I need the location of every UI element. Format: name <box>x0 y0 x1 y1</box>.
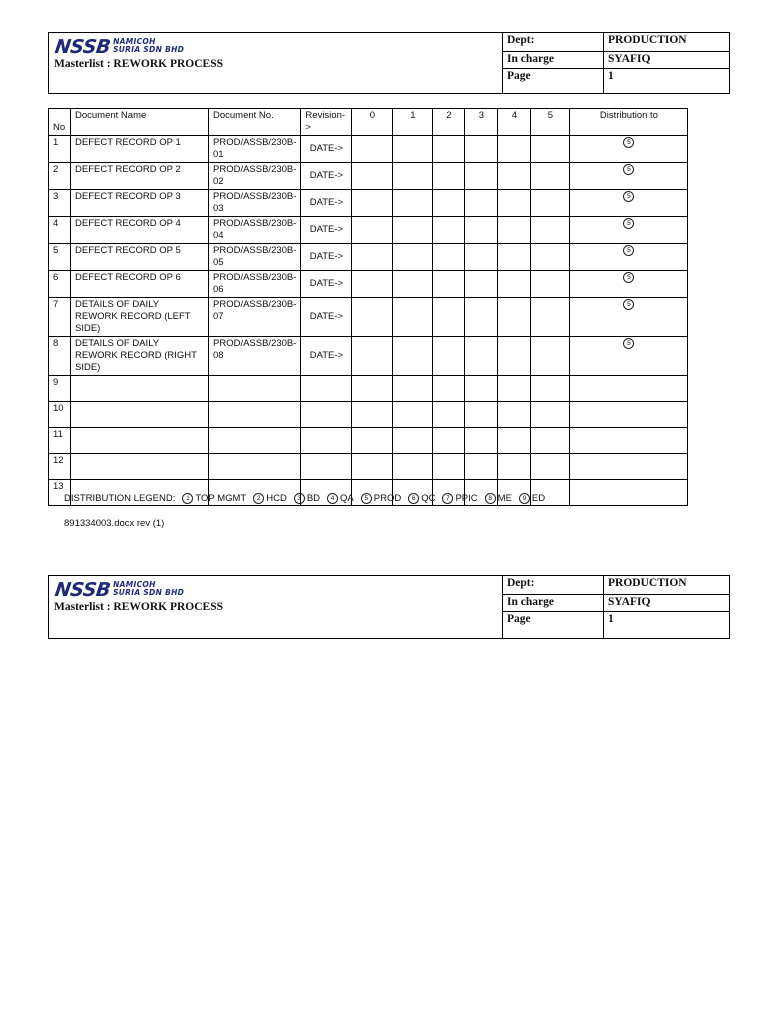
document-header <box>48 32 730 94</box>
revision-cell-0 <box>352 337 393 376</box>
table-row <box>49 217 688 244</box>
table-row <box>49 136 688 163</box>
legend-number-icon: 1 <box>182 493 193 504</box>
distribution-legend <box>64 493 545 504</box>
legend-item <box>361 493 401 504</box>
table-row <box>49 190 688 217</box>
table-row <box>49 163 688 190</box>
revision-cell-2 <box>433 244 465 271</box>
revision-cell-5 <box>531 217 570 244</box>
dept-value: PRODUCTION <box>604 33 730 51</box>
header-left <box>49 576 503 638</box>
document-name: DEFECT RECORD OP 2 <box>71 163 209 190</box>
row-number: 12 <box>49 454 71 480</box>
legend-item <box>442 493 477 504</box>
col-header-revision: Revision-> <box>301 109 352 136</box>
revision-cell-3 <box>465 337 498 376</box>
revision-cell-1 <box>393 376 433 402</box>
table-row <box>49 454 688 480</box>
row-number: 4 <box>49 217 71 244</box>
revision-cell-5 <box>531 298 570 337</box>
legend-number-icon: 5 <box>361 493 372 504</box>
legend-item-label: PROD <box>373 493 402 504</box>
col-header-rev-4: 4 <box>498 109 531 136</box>
table-row <box>49 271 688 298</box>
distribution-cell <box>570 244 688 271</box>
col-header-rev-3: 3 <box>465 109 498 136</box>
legend-number-icon: 3 <box>294 493 305 504</box>
row-number: 3 <box>49 190 71 217</box>
revision-cell-1 <box>393 244 433 271</box>
legend-number-icon: 9 <box>519 493 530 504</box>
revision-cell-0 <box>352 376 393 402</box>
revision-cell-4 <box>498 402 531 428</box>
revision-cell-4 <box>498 271 531 298</box>
document-name: DEFECT RECORD OP 5 <box>71 244 209 271</box>
revision-cell-2 <box>433 163 465 190</box>
dept-label: Dept: <box>503 33 604 51</box>
masterlist-title: Masterlist : REWORK PROCESS <box>54 601 223 613</box>
legend-label: DISTRIBUTION LEGEND: <box>64 493 176 504</box>
row-number: 11 <box>49 428 71 454</box>
revision-cell-4 <box>498 298 531 337</box>
revision-cell-3 <box>465 298 498 337</box>
revision-label: DATE-> <box>301 271 352 298</box>
revision-cell-3 <box>465 402 498 428</box>
document-number: PROD/ASSB/230B-05 <box>209 244 301 271</box>
page-label: Page <box>503 68 604 93</box>
revision-cell-0 <box>352 217 393 244</box>
legend-item-label: ED <box>531 493 546 504</box>
distribution-cell <box>570 428 688 454</box>
distribution-cell <box>570 402 688 428</box>
revision-cell-0 <box>352 163 393 190</box>
revision-cell-1 <box>393 337 433 376</box>
legend-item <box>294 493 320 504</box>
revision-cell-5 <box>531 190 570 217</box>
legend-item <box>327 493 354 504</box>
revision-cell-3 <box>465 376 498 402</box>
company-logo <box>55 38 184 56</box>
document-number: PROD/ASSB/230B-04 <box>209 217 301 244</box>
revision-cell-1 <box>393 454 433 480</box>
distribution-code-icon: 5 <box>623 299 634 310</box>
table-row <box>49 402 688 428</box>
document-name: DEFECT RECORD OP 4 <box>71 217 209 244</box>
distribution-cell <box>570 454 688 480</box>
header-info-table <box>503 576 729 638</box>
document-number <box>209 402 301 428</box>
distribution-code-icon: 5 <box>623 191 634 202</box>
revision-cell-4 <box>498 217 531 244</box>
distribution-cell <box>570 298 688 337</box>
revision-cell-1 <box>393 136 433 163</box>
revision-cell-0 <box>352 298 393 337</box>
revision-cell-2 <box>433 217 465 244</box>
revision-cell-0 <box>352 190 393 217</box>
revision-label <box>301 376 352 402</box>
col-header-rev-2: 2 <box>433 109 465 136</box>
document-number <box>209 376 301 402</box>
legend-item <box>519 493 545 504</box>
document-name: DETAILS OF DAILY REWORK RECORD (RIGHT SIDE) <box>71 337 209 376</box>
table-row <box>49 298 688 337</box>
col-header-distribution: Distribution to <box>570 109 688 136</box>
revision-cell-4 <box>498 337 531 376</box>
incharge-label: In charge <box>503 594 604 611</box>
file-name: 891334003.docx rev (1) <box>64 518 165 529</box>
document-name: DEFECT RECORD OP 1 <box>71 136 209 163</box>
distribution-cell <box>570 271 688 298</box>
revision-cell-2 <box>433 136 465 163</box>
legend-item-label: QA <box>340 493 354 504</box>
revision-label: DATE-> <box>301 217 352 244</box>
incharge-label: In charge <box>503 51 604 68</box>
table-row <box>49 428 688 454</box>
dept-value: PRODUCTION <box>604 576 730 594</box>
legend-number-icon: 7 <box>442 493 453 504</box>
document-name: DEFECT RECORD OP 3 <box>71 190 209 217</box>
legend-number-icon: 6 <box>408 493 419 504</box>
col-header-document-name: Document Name <box>71 109 209 136</box>
document-name: DETAILS OF DAILY REWORK RECORD (LEFT SIDE) <box>71 298 209 337</box>
col-header-rev-0: 0 <box>352 109 393 136</box>
distribution-code-icon: 5 <box>623 218 634 229</box>
header-left <box>49 33 503 93</box>
revision-cell-0 <box>352 402 393 428</box>
row-number: 8 <box>49 337 71 376</box>
legend-items <box>175 493 545 504</box>
revision-cell-4 <box>498 428 531 454</box>
document-number: PROD/ASSB/230B-01 <box>209 136 301 163</box>
revision-cell-3 <box>465 163 498 190</box>
revision-cell-1 <box>393 163 433 190</box>
revision-label: DATE-> <box>301 163 352 190</box>
revision-label: DATE-> <box>301 190 352 217</box>
logo-text: NSSB <box>53 36 112 58</box>
revision-cell-1 <box>393 271 433 298</box>
revision-cell-4 <box>498 376 531 402</box>
legend-item-label: QC <box>421 493 436 504</box>
legend-item <box>485 493 512 504</box>
distribution-code-icon: 5 <box>623 272 634 283</box>
legend-number-icon: 4 <box>327 493 338 504</box>
revision-cell-4 <box>498 136 531 163</box>
page-value: 1 <box>608 612 614 625</box>
row-number: 2 <box>49 163 71 190</box>
revision-cell-2 <box>433 298 465 337</box>
dept-label: Dept: <box>503 576 604 594</box>
legend-item-label: HCD <box>266 493 287 504</box>
revision-cell-0 <box>352 244 393 271</box>
row-number: 10 <box>49 402 71 428</box>
table-row <box>49 337 688 376</box>
revision-cell-1 <box>393 217 433 244</box>
col-header-no: No <box>49 109 71 136</box>
document-header-repeat <box>48 575 730 639</box>
revision-cell-0 <box>352 428 393 454</box>
revision-cell-4 <box>498 190 531 217</box>
incharge-value: SYAFIQ <box>604 594 730 611</box>
col-header-rev-5: 5 <box>531 109 570 136</box>
col-header-rev-1: 1 <box>393 109 433 136</box>
distribution-cell <box>570 480 688 506</box>
document-name <box>71 454 209 480</box>
document-number <box>209 428 301 454</box>
distribution-cell <box>570 337 688 376</box>
revision-cell-5 <box>531 271 570 298</box>
row-number: 5 <box>49 244 71 271</box>
document-masterlist-table <box>48 108 688 506</box>
document-number: PROD/ASSB/230B-07 <box>209 298 301 337</box>
revision-label <box>301 454 352 480</box>
revision-cell-1 <box>393 298 433 337</box>
legend-item-label: PPIC <box>455 493 478 504</box>
revision-cell-2 <box>433 454 465 480</box>
incharge-value: SYAFIQ <box>604 51 730 68</box>
revision-label <box>301 428 352 454</box>
revision-cell-3 <box>465 217 498 244</box>
distribution-cell <box>570 217 688 244</box>
distribution-cell <box>570 376 688 402</box>
revision-cell-3 <box>465 428 498 454</box>
revision-label: DATE-> <box>301 244 352 271</box>
revision-cell-1 <box>393 190 433 217</box>
revision-cell-5 <box>531 337 570 376</box>
revision-cell-4 <box>498 163 531 190</box>
revision-label: DATE-> <box>301 337 352 376</box>
document-name <box>71 402 209 428</box>
revision-label: DATE-> <box>301 298 352 337</box>
row-number: 7 <box>49 298 71 337</box>
document-number: PROD/ASSB/230B-08 <box>209 337 301 376</box>
page-value: 1 <box>608 69 614 82</box>
document-name <box>71 376 209 402</box>
distribution-cell <box>570 163 688 190</box>
revision-cell-5 <box>531 163 570 190</box>
revision-cell-0 <box>352 454 393 480</box>
revision-cell-4 <box>498 454 531 480</box>
document-name: DEFECT RECORD OP 6 <box>71 271 209 298</box>
revision-cell-3 <box>465 454 498 480</box>
revision-cell-2 <box>433 271 465 298</box>
legend-item <box>253 493 287 504</box>
legend-item <box>408 493 435 504</box>
revision-cell-0 <box>352 271 393 298</box>
col-header-document-no: Document No. <box>209 109 301 136</box>
distribution-cell <box>570 190 688 217</box>
revision-cell-5 <box>531 402 570 428</box>
company-name: NAMICOH SURIA SDN BHD <box>113 580 185 597</box>
revision-cell-1 <box>393 428 433 454</box>
legend-number-icon: 2 <box>253 493 264 504</box>
table-row <box>49 376 688 402</box>
masterlist-title: Masterlist : REWORK PROCESS <box>54 58 223 70</box>
revision-cell-5 <box>531 136 570 163</box>
header-info-table <box>503 33 729 93</box>
table-row <box>49 244 688 271</box>
row-number: 1 <box>49 136 71 163</box>
distribution-code-icon: 5 <box>623 164 634 175</box>
row-number: 6 <box>49 271 71 298</box>
distribution-code-icon: 5 <box>623 137 634 148</box>
revision-cell-1 <box>393 402 433 428</box>
legend-item-label: BD <box>306 493 321 504</box>
page-label: Page <box>503 611 604 638</box>
logo-text: NSSB <box>53 579 112 601</box>
revision-label: DATE-> <box>301 136 352 163</box>
company-name: NAMICOH SURIA SDN BHD <box>113 37 185 54</box>
revision-cell-2 <box>433 190 465 217</box>
legend-number-icon: 8 <box>485 493 496 504</box>
row-number: 9 <box>49 376 71 402</box>
row-number: 13 <box>49 480 71 506</box>
distribution-code-icon: 5 <box>623 338 634 349</box>
revision-cell-2 <box>433 428 465 454</box>
document-name <box>71 428 209 454</box>
revision-cell-0 <box>352 136 393 163</box>
document-number <box>209 454 301 480</box>
revision-cell-5 <box>531 428 570 454</box>
revision-label <box>301 402 352 428</box>
legend-item-label: ME <box>497 493 512 504</box>
revision-cell-2 <box>433 337 465 376</box>
revision-cell-3 <box>465 271 498 298</box>
revision-cell-5 <box>531 376 570 402</box>
revision-cell-5 <box>531 454 570 480</box>
distribution-code-icon: 5 <box>623 245 634 256</box>
legend-item-label: TOP MGMT <box>195 493 247 504</box>
revision-cell-3 <box>465 244 498 271</box>
revision-cell-5 <box>531 244 570 271</box>
document-number: PROD/ASSB/230B-06 <box>209 271 301 298</box>
revision-cell-4 <box>498 244 531 271</box>
revision-cell-3 <box>465 190 498 217</box>
table-body <box>49 136 688 506</box>
legend-item <box>182 493 246 504</box>
revision-cell-3 <box>465 136 498 163</box>
revision-cell-2 <box>433 376 465 402</box>
table-header-row <box>49 109 688 136</box>
company-logo <box>55 581 184 599</box>
document-number: PROD/ASSB/230B-03 <box>209 190 301 217</box>
document-number: PROD/ASSB/230B-02 <box>209 163 301 190</box>
distribution-cell <box>570 136 688 163</box>
revision-cell-2 <box>433 402 465 428</box>
